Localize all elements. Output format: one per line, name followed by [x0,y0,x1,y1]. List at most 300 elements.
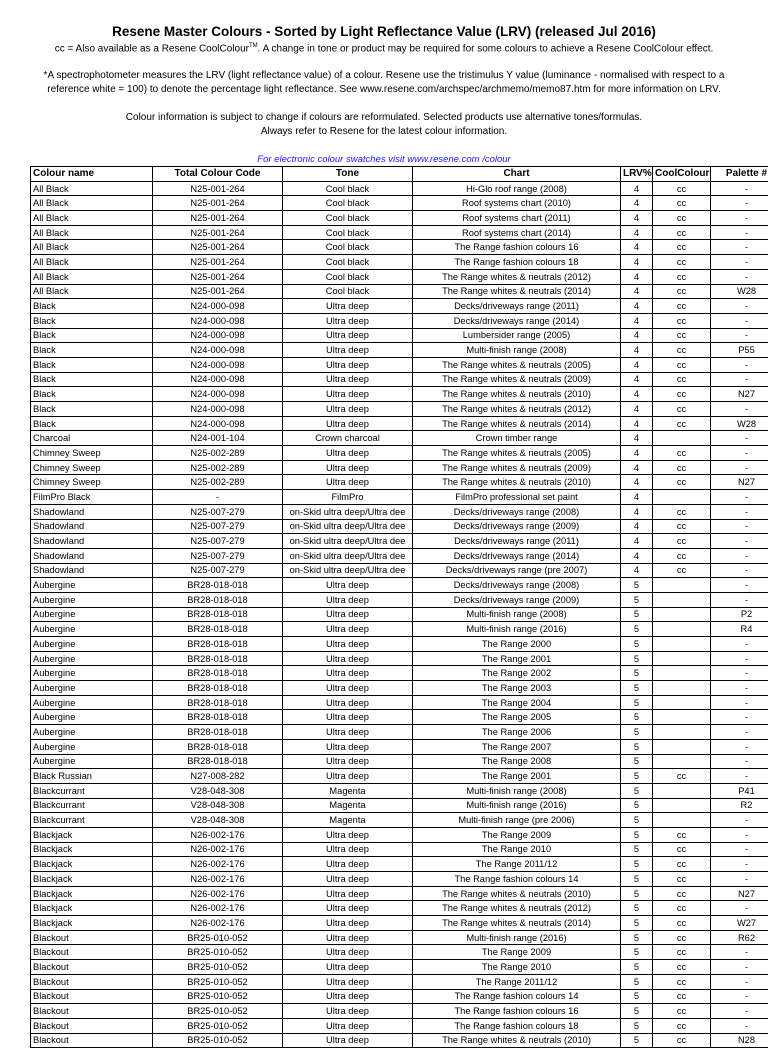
chart-cell: The Range whites & neutrals (2010) [413,475,621,490]
table-row [31,416,768,431]
chart-cell: The Range 2008 [413,754,621,769]
colour-code-cell: N24-000-098 [153,387,283,402]
chart-cell: The Range 2009 [413,945,621,960]
palette-cell: N27 [711,475,768,490]
chart-cell: The Range 2004 [413,695,621,710]
lrv-cell: 4 [621,313,653,328]
tone-cell: Ultra deep [283,930,413,945]
coolcolour-cell [653,813,711,828]
colour-code-cell: N25-007-279 [153,534,283,549]
colour-name-cell: All Black [31,269,153,284]
coolcolour-cell: cc [653,886,711,901]
tone-cell: Ultra deep [283,827,413,842]
table-row [31,299,768,314]
tone-cell: Ultra deep [283,343,413,358]
chart-cell: The Range whites & neutrals (2010) [413,1033,621,1048]
colour-code-cell: BR25-010-052 [153,974,283,989]
colour-code-cell: BR25-010-052 [153,989,283,1004]
coolcolour-cell: cc [653,387,711,402]
chart-cell: The Range 2003 [413,681,621,696]
table-row [31,989,768,1004]
palette-cell: - [711,739,768,754]
palette-cell: N27 [711,886,768,901]
coolcolour-cell: cc [653,211,711,226]
colour-code-cell: N25-001-264 [153,211,283,226]
coolcolour-cell: cc [653,857,711,872]
table-row [31,1018,768,1033]
chart-cell: The Range whites & neutrals (2005) [413,357,621,372]
coolcolour-cell: cc [653,313,711,328]
coolcolour-note-rest: . A change in tone or product may be required for some colours to achieve a Resene CoolColour effect. [258,43,714,54]
colour-code-cell: N24-000-098 [153,299,283,314]
table-row [31,827,768,842]
chart-cell: The Range whites & neutrals (2010) [413,387,621,402]
chart-cell: Multi-finish range (2016) [413,622,621,637]
palette-cell: - [711,548,768,563]
table-row [31,563,768,578]
coolcolour-cell [653,622,711,637]
chart-cell: Roof systems chart (2010) [413,196,621,211]
lrv-cell: 5 [621,886,653,901]
lrv-cell: 5 [621,960,653,975]
coolcolour-cell: cc [653,563,711,578]
tone-cell: Ultra deep [283,695,413,710]
colour-code-cell: N26-002-176 [153,901,283,916]
coolcolour-cell: cc [653,240,711,255]
palette-cell: - [711,1004,768,1019]
coolcolour-cell: cc [653,460,711,475]
colour-name-cell: Chimney Sweep [31,446,153,461]
colour-name-cell: All Black [31,181,153,196]
lrv-cell: 4 [621,519,653,534]
colour-code-cell: N24-001-104 [153,431,283,446]
table-row [31,798,768,813]
palette-cell: - [711,725,768,740]
lrv-cell: 5 [621,637,653,652]
tone-cell: Cool black [283,225,413,240]
coolcolour-cell: cc [653,1004,711,1019]
tone-cell: Ultra deep [283,446,413,461]
tone-cell: Cool black [283,284,413,299]
tone-cell: Magenta [283,813,413,828]
tone-cell: Ultra deep [283,578,413,593]
table-row [31,357,768,372]
colour-name-cell: Blackcurrant [31,813,153,828]
palette-cell: - [711,240,768,255]
table-row [31,269,768,284]
coolcolour-cell: cc [653,1033,711,1048]
tone-cell: Ultra deep [283,651,413,666]
coolcolour-cell: cc [653,989,711,1004]
table-row [31,945,768,960]
coolcolour-cell: cc [653,299,711,314]
palette-cell: - [711,681,768,696]
table-row [31,211,768,226]
lrv-cell: 5 [621,783,653,798]
coolcolour-cell: cc [653,945,711,960]
table-row [31,284,768,299]
colour-code-cell: N26-002-176 [153,827,283,842]
coolcolour-cell: cc [653,901,711,916]
colour-code-cell: N25-001-264 [153,284,283,299]
table-row [31,225,768,240]
tone-cell: Ultra deep [283,387,413,402]
table-row [31,666,768,681]
tone-cell: Ultra deep [283,989,413,1004]
colour-code-cell: N25-001-264 [153,196,283,211]
palette-cell: - [711,651,768,666]
palette-cell: - [711,872,768,887]
table-row [31,475,768,490]
colour-name-cell: Blackout [31,974,153,989]
tone-cell: Cool black [283,181,413,196]
tone-cell: on-Skid ultra deep/Ultra dee [283,504,413,519]
colour-code-cell: BR28-018-018 [153,651,283,666]
tone-cell: Cool black [283,240,413,255]
chart-cell: Decks/driveways range (2011) [413,534,621,549]
chart-cell: FilmPro professional set paint [413,490,621,505]
tone-cell: Ultra deep [283,666,413,681]
chart-cell: Hi-Glo roof range (2008) [413,181,621,196]
chart-cell: Decks/driveways range (2014) [413,313,621,328]
colour-name-cell: Blackout [31,989,153,1004]
table-row [31,519,768,534]
palette-cell: - [711,402,768,417]
coolcolour-note-text: cc = Also available as a Resene CoolColour [55,43,249,54]
colour-name-cell: Black [31,387,153,402]
colour-name-cell: Blackjack [31,842,153,857]
chart-cell: The Range fashion colours 18 [413,255,621,270]
lrv-cell: 5 [621,578,653,593]
colour-code-cell: BR28-018-018 [153,622,283,637]
lrv-cell: 5 [621,681,653,696]
colour-code-cell: BR25-010-052 [153,960,283,975]
coolcolour-cell: cc [653,872,711,887]
tone-cell: Ultra deep [283,974,413,989]
colour-code-cell: BR28-018-018 [153,666,283,681]
colour-code-cell: BR28-018-018 [153,681,283,696]
colour-name-cell: Chimney Sweep [31,475,153,490]
palette-cell: - [711,769,768,784]
chart-cell: The Range 2005 [413,710,621,725]
colour-name-cell: Aubergine [31,695,153,710]
lrv-cell: 4 [621,255,653,270]
colour-name-cell: Aubergine [31,710,153,725]
chart-cell: Decks/driveways range (pre 2007) [413,563,621,578]
chart-cell: The Range 2002 [413,666,621,681]
colour-table [30,166,768,1048]
table-row [31,431,768,446]
table-row [31,548,768,563]
palette-cell: - [711,945,768,960]
table-row [31,622,768,637]
table-row [31,592,768,607]
tone-cell: Ultra deep [283,402,413,417]
lrv-cell: 4 [621,416,653,431]
lrv-cell: 5 [621,827,653,842]
table-row [31,181,768,196]
colour-code-cell: BR28-018-018 [153,578,283,593]
lrv-cell: 5 [621,607,653,622]
chart-cell: The Range 2010 [413,842,621,857]
palette-cell: - [711,299,768,314]
palette-cell: - [711,328,768,343]
tone-cell: on-Skid ultra deep/Ultra dee [283,548,413,563]
colour-name-cell: Aubergine [31,725,153,740]
chart-cell: Decks/driveways range (2009) [413,592,621,607]
tone-cell: Ultra deep [283,357,413,372]
colour-code-cell: N25-001-264 [153,255,283,270]
table-row [31,872,768,887]
coolcolour-cell [653,431,711,446]
tone-cell: Ultra deep [283,901,413,916]
table-row [31,783,768,798]
chart-cell: The Range fashion colours 14 [413,989,621,1004]
colour-name-cell: Blackjack [31,916,153,931]
lrv-cell: 5 [621,813,653,828]
chart-cell: The Range 2000 [413,637,621,652]
colour-name-cell: Aubergine [31,578,153,593]
palette-cell: - [711,490,768,505]
table-row [31,1033,768,1048]
trademark-mark: TM [249,43,258,49]
palette-cell: - [711,563,768,578]
lrv-cell: 5 [621,695,653,710]
col-header-colour-name: Colour name [31,167,153,182]
coolcolour-cell: cc [653,328,711,343]
coolcolour-cell [653,592,711,607]
lrv-cell: 4 [621,284,653,299]
tone-cell: Ultra deep [283,916,413,931]
colour-name-cell: Black [31,402,153,417]
palette-cell: - [711,269,768,284]
colour-name-cell: All Black [31,196,153,211]
tone-cell: Ultra deep [283,372,413,387]
palette-cell: P41 [711,783,768,798]
colour-code-cell: BR28-018-018 [153,695,283,710]
colour-code-cell: BR25-010-052 [153,930,283,945]
colour-name-cell: Chimney Sweep [31,460,153,475]
palette-cell: W28 [711,284,768,299]
colour-name-cell: Aubergine [31,681,153,696]
colour-code-cell: N24-000-098 [153,313,283,328]
table-row [31,695,768,710]
colour-name-cell: Blackjack [31,827,153,842]
chart-cell: The Range whites & neutrals (2014) [413,416,621,431]
colour-code-cell: V28-048-308 [153,798,283,813]
lrv-cell: 5 [621,945,653,960]
tone-cell: Magenta [283,783,413,798]
chart-cell: Multi-finish range (pre 2006) [413,813,621,828]
coolcolour-cell [653,578,711,593]
lrv-cell: 4 [621,402,653,417]
colour-code-cell: BR28-018-018 [153,739,283,754]
table-row [31,886,768,901]
table-row [31,255,768,270]
chart-cell: Multi-finish range (2008) [413,607,621,622]
table-row [31,446,768,461]
table-row [31,328,768,343]
coolcolour-cell: cc [653,343,711,358]
lrv-cell: 5 [621,916,653,931]
coolcolour-cell: cc [653,916,711,931]
palette-cell: - [711,989,768,1004]
colour-name-cell: Aubergine [31,637,153,652]
lrv-cell: 5 [621,989,653,1004]
palette-cell: W28 [711,416,768,431]
colour-name-cell: Blackjack [31,857,153,872]
table-row [31,960,768,975]
colour-name-cell: Charcoal [31,431,153,446]
tone-cell: Ultra deep [283,754,413,769]
tone-cell: Ultra deep [283,1033,413,1048]
tone-cell: Ultra deep [283,960,413,975]
palette-cell: - [711,857,768,872]
colour-code-cell: N26-002-176 [153,872,283,887]
lrv-cell: 4 [621,181,653,196]
chart-cell: The Range 2011/12 [413,974,621,989]
palette-cell: - [711,519,768,534]
coolcolour-cell [653,725,711,740]
table-row [31,504,768,519]
palette-cell: W27 [711,916,768,931]
coolcolour-cell [653,754,711,769]
palette-cell: P2 [711,607,768,622]
lrv-cell: 5 [621,798,653,813]
colour-name-cell: Aubergine [31,607,153,622]
lrv-note-line-1: *A spectrophotometer measures the LRV (light reflectance value) of a colour. Resene use the tristimulus Y value (luminance - normalised with respect to a [0,70,768,81]
colour-name-cell: All Black [31,255,153,270]
colour-code-cell: N25-007-279 [153,504,283,519]
colour-name-cell: Blackjack [31,872,153,887]
coolcolour-cell: cc [653,225,711,240]
coolcolour-cell [653,490,711,505]
colour-name-cell: Black [31,357,153,372]
table-row [31,313,768,328]
table-row [31,372,768,387]
lrv-cell: 4 [621,490,653,505]
palette-cell: R2 [711,798,768,813]
colour-name-cell: Black [31,416,153,431]
palette-cell: - [711,666,768,681]
chart-cell: Roof systems chart (2014) [413,225,621,240]
colour-code-cell: N24-000-098 [153,343,283,358]
palette-cell: - [711,1018,768,1033]
lrv-cell: 5 [621,974,653,989]
lrv-cell: 5 [621,842,653,857]
palette-cell: - [711,431,768,446]
colour-name-cell: Blackout [31,1033,153,1048]
palette-cell: - [711,211,768,226]
lrv-cell: 5 [621,592,653,607]
palette-cell: - [711,196,768,211]
coolcolour-cell: cc [653,504,711,519]
coolcolour-cell: cc [653,519,711,534]
lrv-cell: 5 [621,901,653,916]
colour-code-cell: BR28-018-018 [153,725,283,740]
table-row [31,196,768,211]
table-row [31,842,768,857]
coolcolour-cell: cc [653,534,711,549]
colour-code-cell: N24-000-098 [153,402,283,417]
tone-cell: Ultra deep [283,842,413,857]
coolcolour-cell: cc [653,255,711,270]
colour-name-cell: Blackjack [31,901,153,916]
palette-cell: - [711,754,768,769]
swatches-link[interactable]: For electronic colour swatches visit www.resene.com /colour [0,154,768,165]
palette-cell: - [711,460,768,475]
tone-cell: Cool black [283,269,413,284]
colour-name-cell: Shadowland [31,548,153,563]
chart-cell: Decks/driveways range (2009) [413,519,621,534]
lrv-cell: 5 [621,1033,653,1048]
tone-cell: Ultra deep [283,945,413,960]
table-row [31,490,768,505]
chart-cell: The Range fashion colours 16 [413,240,621,255]
table-row [31,769,768,784]
tone-cell: Ultra deep [283,886,413,901]
colour-code-cell: BR28-018-018 [153,754,283,769]
tone-cell: Crown charcoal [283,431,413,446]
lrv-cell: 5 [621,754,653,769]
tone-cell: Cool black [283,211,413,226]
table-row [31,739,768,754]
chart-cell: The Range whites & neutrals (2005) [413,446,621,461]
col-header-lrv: LRV% [621,167,653,182]
tone-cell: Ultra deep [283,1004,413,1019]
tone-cell: on-Skid ultra deep/Ultra dee [283,534,413,549]
tone-cell: Ultra deep [283,328,413,343]
lrv-note-line-2: reference white = 100) to denote the percentage light reflectance. See www.resene.com/archspec/archmemo/memo87.htm for more information on LRV. [0,84,768,95]
colour-code-cell: N25-001-264 [153,240,283,255]
lrv-cell: 4 [621,475,653,490]
colour-name-cell: All Black [31,240,153,255]
coolcolour-cell: cc [653,769,711,784]
colour-code-cell: N25-007-279 [153,519,283,534]
chart-cell: Lumbersider range (2005) [413,328,621,343]
colour-name-cell: Shadowland [31,519,153,534]
colour-code-cell: BR28-018-018 [153,637,283,652]
lrv-cell: 4 [621,269,653,284]
chart-cell: The Range 2001 [413,769,621,784]
palette-cell: - [711,813,768,828]
lrv-cell: 5 [621,651,653,666]
col-header-chart: Chart [413,167,621,182]
chart-cell: The Range whites & neutrals (2009) [413,460,621,475]
tone-cell: Ultra deep [283,725,413,740]
tone-cell: Ultra deep [283,622,413,637]
table-row [31,607,768,622]
lrv-cell: 4 [621,548,653,563]
palette-cell: - [711,313,768,328]
coolcolour-cell: cc [653,357,711,372]
lrv-cell: 5 [621,1018,653,1033]
table-row [31,387,768,402]
tone-cell: Ultra deep [283,416,413,431]
colour-name-cell: Blackout [31,1004,153,1019]
palette-cell: - [711,695,768,710]
colour-name-cell: Shadowland [31,534,153,549]
chart-cell: Decks/driveways range (2011) [413,299,621,314]
palette-cell: - [711,578,768,593]
tone-cell: Ultra deep [283,607,413,622]
tone-cell: on-Skid ultra deep/Ultra dee [283,519,413,534]
lrv-cell: 4 [621,328,653,343]
coolcolour-cell: cc [653,402,711,417]
chart-cell: Multi-finish range (2016) [413,930,621,945]
chart-cell: The Range whites & neutrals (2012) [413,402,621,417]
chart-cell: Decks/driveways range (2014) [413,548,621,563]
